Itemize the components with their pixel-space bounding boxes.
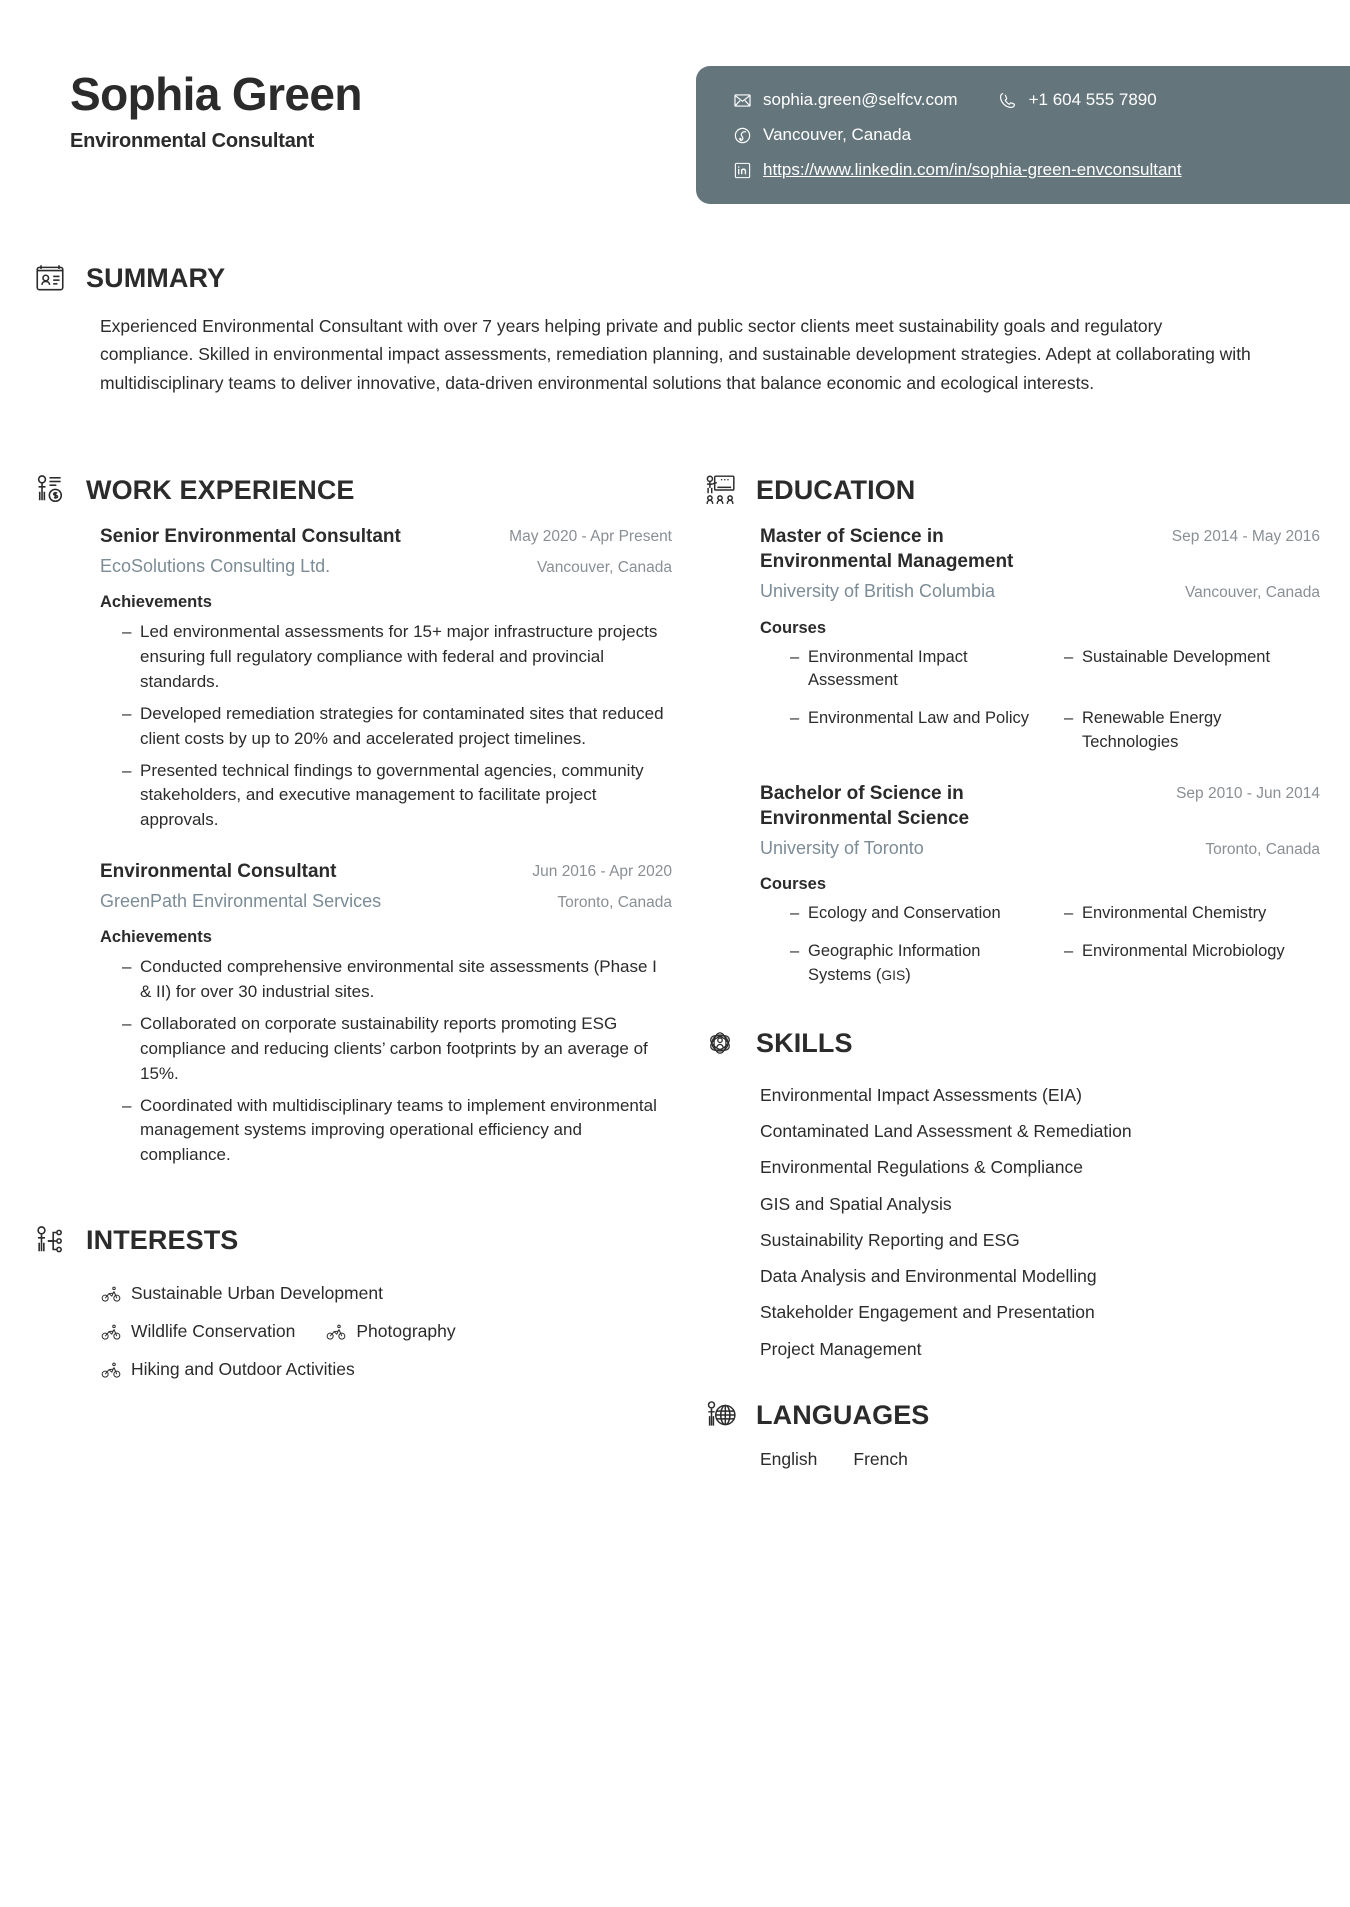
languages-section-head [700,1395,1320,1435]
right-column [690,470,1350,1470]
education-entry-subheader [760,837,1320,860]
work-entry-header [100,524,672,549]
work-entry-subheader [100,555,672,578]
languages-body [700,1449,1320,1470]
achievements-label: Achievements [100,928,212,947]
courses-label: Courses [760,875,827,894]
education-courses [760,902,1320,987]
education-entry-header [760,524,1320,574]
id-card-icon [30,258,70,298]
education-location: Vancouver, Canada [1184,584,1320,602]
language-item: French [853,1449,908,1470]
interests-section-head [30,1221,672,1261]
work-entry [100,524,672,833]
interests-section [30,1221,672,1389]
left-column [0,470,690,1470]
work-entry-achievements [100,955,672,1168]
skill-item: Data Analysis and Environmental Modelling [760,1266,1097,1287]
identity-block [70,70,362,153]
body-columns [0,470,1350,1470]
languages-title: LANGUAGES [756,1399,930,1430]
work-experience-body [30,524,672,1168]
achievement-item: – Led environmental assessments for 15+ major infrastructure projects ensuring full regulatory compliance with federal and provincial standards. [122,620,672,694]
work-entry-role: Senior Environmental Consultant [100,526,401,547]
education-body [700,524,1320,987]
skill-item: Environmental Regulations & Compliance [760,1157,1083,1178]
education-institution: University of British Columbia [760,581,996,602]
person-salary-icon [30,470,70,510]
interest-item [325,1313,455,1351]
summary-section-head [30,258,1320,298]
skill-item: Sustainability Reporting and ESG [760,1229,1020,1250]
person-network-icon [30,1221,70,1261]
education-entry-subheader [760,580,1320,603]
interests-body [30,1275,672,1389]
course-item: – Environmental Impact Assessment [790,646,1046,694]
work-entry-location: Vancouver, Canada [536,559,672,577]
work-experience-title: WORK EXPERIENCE [86,474,355,505]
languages-section [700,1395,1320,1470]
contact-location [732,125,911,145]
skill-item: Contaminated Land Assessment & Remediation [760,1121,1132,1142]
education-date: Sep 2010 - Jun 2014 [1176,784,1320,802]
globe-icon [732,125,752,145]
interest-label: Wildlife Conservation [131,1321,296,1342]
interests-list [100,1275,570,1389]
work-entry-header [100,859,672,884]
education-section-head [700,470,1320,510]
work-entry-role: Environmental Consultant [100,860,337,882]
work-entry-organization: GreenPath Environmental Services [100,891,382,912]
work-experience-section-head [30,470,672,510]
summary-text: Experienced Environmental Consultant with over 7 years helping private and public sector clients meet sustainability goals and regulatory compliance. Skilled in environmental impact assessments, remediation planning, and sustainable development strategies. Adept at collaborating with multidisciplinary teams to deliver innovative, data-driven environmental solutions that balance economic and ecological interests. [100,316,1251,393]
contact-row-2 [732,125,1350,145]
courses-label: Courses [760,618,827,637]
contact-panel [696,66,1350,204]
contact-row-1 [732,90,1350,110]
skill-item: Project Management [760,1338,922,1359]
interest-label: Sustainable Urban Development [131,1283,383,1304]
contact-email-text: sophia.green@selfcv.com [763,90,958,109]
achievement-item: – Collaborated on corporate sustainability reports promoting ESG compliance and reducing clients’ carbon footprints by an average of 15%. [122,1012,672,1086]
interest-item [100,1275,570,1313]
skills-section-head [700,1023,1320,1063]
work-experience-section [30,470,672,1168]
achievement-item: – Conducted comprehensive environmental site assessments (Phase I & II) for over 30 industrial sites. [122,955,672,1005]
atom-person-icon [700,1023,740,1063]
cyclist-icon [100,1321,122,1343]
skills-section [700,1023,1320,1367]
education-institution: University of Toronto [760,837,924,858]
course-item: – Sustainable Development [1064,646,1320,694]
achievement-item: – Presented technical findings to governmental agencies, community stakeholders, and executive management to facilitate project approvals. [122,759,672,833]
skill-item: Stakeholder Engagement and Presentation [760,1302,1095,1323]
course-item: – Environmental Law and Policy [790,707,1046,755]
cyclist-icon [100,1283,122,1305]
interests-title: INTERESTS [86,1225,239,1256]
interest-item [100,1351,570,1389]
work-entry-date: Jun 2016 - Apr 2020 [532,862,672,880]
candidate-job-title: Environmental Consultant [70,129,315,152]
education-location: Toronto, Canada [1205,840,1320,858]
education-section [700,470,1320,987]
work-entry-organization: EcoSolutions Consulting Ltd. [100,556,331,577]
work-entry-achievements [100,620,672,833]
skills-body [700,1077,1320,1367]
interest-item [100,1313,295,1351]
work-entry [100,859,672,1168]
education-entry [760,524,1320,755]
education-entry-header [760,781,1320,831]
cyclist-icon [100,1359,122,1381]
course-item: – Environmental Chemistry [1064,902,1320,926]
contact-row-3 [732,160,1350,180]
contact-phone-text: +1 604 555 7890 [1028,90,1157,109]
course-item: – Environmental Microbiology [1064,940,1320,988]
education-title: EDUCATION [756,474,916,505]
skills-title: SKILLS [756,1027,853,1058]
contact-phone[interactable] [998,90,1157,110]
contact-linkedin-text[interactable]: https://www.linkedin.com/in/sophia-green-envconsultant [763,160,1182,179]
contact-email[interactable] [732,90,958,110]
interest-label: Photography [356,1321,456,1342]
language-item: English [760,1449,818,1470]
resume-header [0,0,1350,250]
cyclist-icon [325,1321,347,1343]
envelope-icon [732,90,752,110]
languages-list [760,1449,1320,1470]
interest-label: Hiking and Outdoor Activities [131,1359,355,1380]
skill-item: Environmental Impact Assessments (EIA) [760,1084,1082,1105]
person-globe-icon [700,1395,740,1435]
education-degree: Master of Science in Environmental Management [760,526,1014,573]
contact-location-text: Vancouver, Canada [763,125,912,144]
candidate-name: Sophia Green [70,68,362,120]
achievement-item: – Developed remediation strategies for contaminated sites that reduced client costs by up to 20% and accelerated project timelines. [122,702,672,752]
contact-linkedin[interactable] [732,160,1182,180]
achievement-item: – Coordinated with multidisciplinary teams to implement environmental management systems improving operational efficiency and compliance. [122,1094,672,1168]
linkedin-icon [732,160,752,180]
course-item: – Ecology and Conservation [790,902,1046,926]
classroom-icon [700,470,740,510]
education-entry [760,781,1320,988]
work-entry-date: May 2020 - Apr Present [509,528,672,545]
course-item: – Geographic Information Systems (GIS) [790,940,1046,988]
work-entry-subheader [100,890,672,913]
achievements-label: Achievements [100,593,212,612]
education-degree: Bachelor of Science in Environmental Science [760,782,970,829]
course-item: – Renewable Energy Technologies [1064,707,1320,755]
summary-section [30,258,1320,397]
work-entry-location: Toronto, Canada [557,894,672,912]
phone-icon [998,90,1018,110]
education-date: Sep 2014 - May 2016 [1171,528,1320,545]
education-courses [760,646,1320,755]
summary-title: SUMMARY [86,262,226,293]
skill-item: GIS and Spatial Analysis [760,1193,952,1214]
